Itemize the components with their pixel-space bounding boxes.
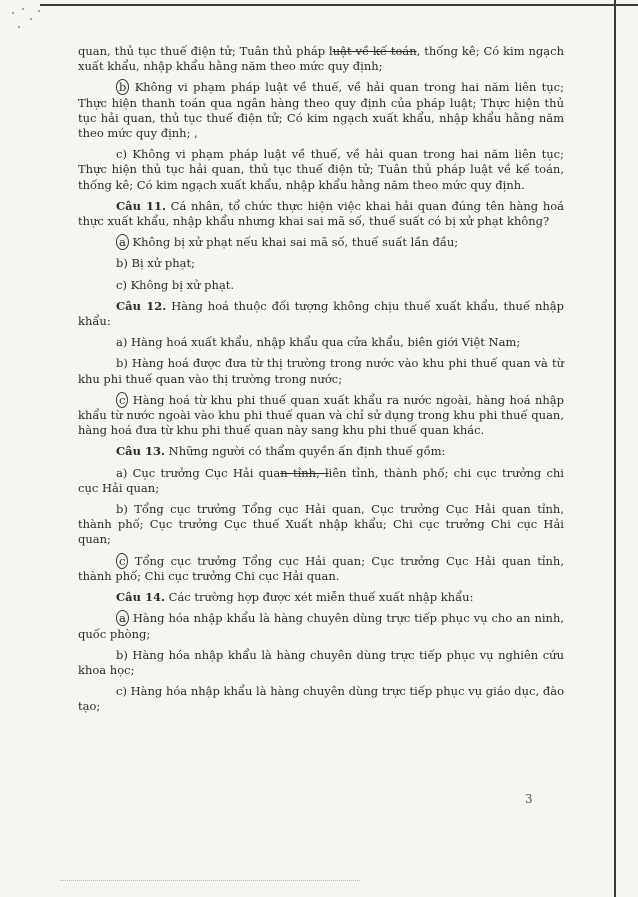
circled-answer-mark: c [116,553,128,569]
speck [30,18,32,20]
speck [18,26,20,28]
question-number: Câu 13. [116,444,165,459]
q14-option-b: b) Hàng hóa nhập khẩu là hàng chuyên dùng trực tiếp phục vụ nghiên cứu khoa học; [78,647,564,677]
text: quan, thủ tục thuế điện tử; Tuân thủ pháp l [78,44,333,58]
q12-option-c [78,393,564,439]
question-text: Các trường hợp được xét miễn thuế xuất nhập khẩu: [168,590,474,605]
question-13 [78,444,564,459]
scan-edge-right [614,0,616,897]
struck-text: uật về kế toán [332,44,417,58]
text: a) Cục trưởng Cục Hải qua [116,465,281,480]
question-number: Câu 14. [116,590,165,605]
speck [38,10,40,12]
paragraph-continuation [78,44,564,74]
q13-option-a [78,466,564,496]
option-text: Tổng cục trưởng Tổng cục Hải quan; Cục trưởng Cục Hải quan tỉnh, thành phố; Chi cục trưởng Chi cục Hải quan. [78,553,564,583]
page-number: 3 [525,792,533,806]
q13-option-c [78,554,564,584]
question-text: Cá nhân, tổ chức thực hiện việc khai hải quan đúng tên hàng hoá thực xuất khẩu, nhập khẩu nhưng khai sai mã số, thuế suất có bị xử phạt không? [78,198,565,229]
text: iên tỉnh, thành phố; chi cục trưởng chi cục Hải quan; [78,465,564,495]
circled-answer-mark: a [116,234,129,250]
speck [22,8,24,10]
option-text: Hàng hoá từ khu phi thuế quan xuất khẩu ra nước ngoài, hàng hoá nhập khẩu từ nước ngoài vào khu phi thuế quan và chỉ sử dụng trong khu phi thuế quan, hàng hoá đưa từ khu phi thuế quan này sang khu phi thuế quan khác. [78,392,564,438]
question-number: Câu 12. [116,298,167,313]
struck-text: n tỉnh, l [280,465,329,480]
q12-option-b: b) Hàng hoá được đưa từ thị trường trong nước vào khu phi thuế quan và từ khu phi thuế quan vào thị trường trong nước; [78,356,564,386]
question-12 [78,299,564,329]
q13-option-b: b) Tổng cục trưởng Tổng cục Hải quan, Cục trưởng Cục Hải quan tỉnh, thành phố; Cục trưởng Cục thuế Xuất nhập khẩu; Chi cục trưởng Chi cục Hải quan; [78,502,564,547]
speck [12,12,14,14]
scan-speckle [8,6,48,40]
q11-option-a [78,235,564,250]
q14-option-a [78,611,564,641]
q11-option-c: c) Không bị xử phạt. [116,277,235,292]
option-text: Không bị xử phạt nếu khai sai mã số, thuế suất lần đầu; [132,235,459,250]
circled-answer-mark: a [116,610,129,626]
q14-option-c: c) Hàng hóa nhập khẩu là hàng chuyên dùng trực tiếp phục vụ giáo dục, đào tạo; [78,684,564,714]
document-body [78,44,564,721]
option-text: Hàng hóa nhập khẩu là hàng chuyên dùng trực tiếp phục vụ cho an ninh, quốc phòng; [78,611,565,641]
q10-option-b [78,80,564,141]
question-11 [78,199,564,229]
question-text: Hàng hoá thuộc đối tượng không chịu thuế xuất khẩu, thuế nhập khẩu: [78,298,564,329]
text: , thống kê; Có kim ngạch xuất khẩu, nhập khẩu hằng năm theo mức quy định; [78,44,564,74]
question-text: Những người có thẩm quyền ấn định thuế gồm: [168,444,446,459]
circled-answer-mark: b [116,79,129,95]
question-14 [78,590,564,605]
option-text: Không vi phạm pháp luật về thuế, về hải quan trong hai năm liên tục; Thực hiện thanh toán qua ngân hàng theo quy định của pháp luật; Thực hiện thủ tục hải quan, thủ tục thuế điện tử; Có kim ngạch xuất khẩu, nhập khẩu hằng năm theo mức quy định; , [78,80,565,141]
circled-answer-mark: c [116,392,128,408]
q11-option-b: b) Bị xử phạt; [116,256,195,271]
scan-edge-top [40,4,638,6]
q10-option-c: c) Không vi phạm pháp luật về thuế, về hải quan trong hai năm liên tục; Thực hiện thủ tục hải quan, thủ tục thuế điện tử; Tuân thủ pháp luật về kế toán, thống kê; Có kim ngạch xuất khẩu, nhập khẩu hằng năm theo mức quy định. [78,147,564,192]
scan-noise [60,880,360,882]
question-number: Câu 11. [116,198,166,213]
q12-option-a: a) Hàng hoá xuất khẩu, nhập khẩu qua cửa khẩu, biên giới Việt Nam; [116,335,521,350]
